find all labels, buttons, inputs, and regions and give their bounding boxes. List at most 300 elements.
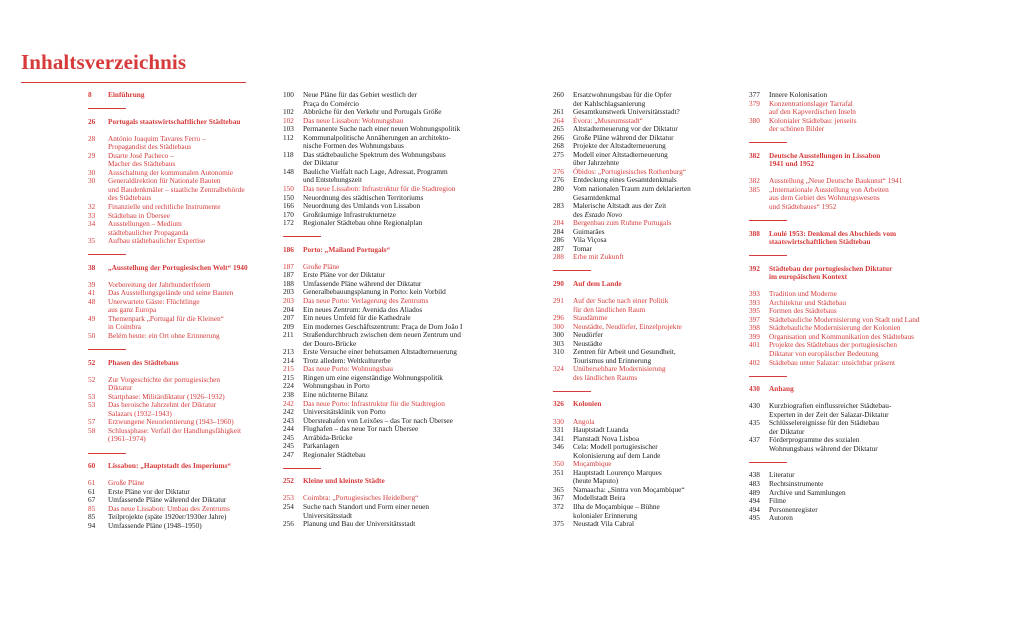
page-number: 150 xyxy=(283,192,294,202)
page-number: 398 xyxy=(749,323,760,333)
entry-title: Neue Pläne für das Gebiet westlich der Praça do Comércio xyxy=(303,90,417,108)
entry-title: Staudämme xyxy=(573,313,608,323)
page-number: 399 xyxy=(749,331,760,341)
entry-title: Zentren für Arbeit und Gesundheit, Tourismus und Erinnerung xyxy=(573,347,676,365)
page-number: 494 xyxy=(749,504,760,514)
entry-title: Phasen des Städtebaus xyxy=(108,357,179,367)
entry-title: Das neue Lissabon: Umbau des Zentrums xyxy=(108,503,230,513)
toc-chapter[interactable] xyxy=(88,462,258,471)
page-number: 401 xyxy=(749,340,760,350)
entry-title: Ersatzwohnungsbau für die Opfer der Kahlschlagsanierung xyxy=(573,90,672,108)
toc-chapter[interactable] xyxy=(88,264,258,273)
toc-entry[interactable] xyxy=(553,91,733,108)
toc-entry[interactable] xyxy=(88,237,258,246)
entry-title: Erbe mit Zukunft xyxy=(573,252,624,262)
page-number: 392 xyxy=(749,263,760,273)
page-number: 283 xyxy=(553,201,564,211)
entry-title: Vom nationalen Traum zum deklarierten Gesamtdenkmal xyxy=(573,184,691,202)
entry-title: Planstadt Nova Lisboa xyxy=(573,433,640,443)
entry-title: Archive und Sammlungen xyxy=(769,487,846,497)
toc-entry[interactable] xyxy=(88,298,258,315)
toc-entry[interactable] xyxy=(749,100,934,117)
entry-title: Große Pläne während der Diktatur xyxy=(573,132,674,142)
toc-column-2 xyxy=(283,91,496,529)
toc-column-4 xyxy=(749,91,934,523)
page-number: 30 xyxy=(88,176,96,186)
toc-entry[interactable] xyxy=(283,331,496,348)
entry-title: Moçambique xyxy=(573,459,612,469)
spacer xyxy=(749,367,934,376)
entry-title: Erzwungene Neuorientierung (1943–1960) xyxy=(108,417,234,427)
entry-title: Städtebau der portugiesischen Diktatur im europäischen Kontext xyxy=(769,263,893,282)
page-number: 103 xyxy=(283,124,294,134)
page-number: 402 xyxy=(749,357,760,367)
toc-entry[interactable] xyxy=(88,135,258,152)
page-number: 215 xyxy=(283,364,294,374)
page-number: 102 xyxy=(283,115,294,125)
spacer xyxy=(749,247,934,256)
page-number: 393 xyxy=(749,297,760,307)
toc-entry[interactable] xyxy=(553,202,733,219)
entry-title: Altstadterneuerung vor der Diktatur xyxy=(573,124,678,134)
entry-title: Kurzbiografien einflussreicher Städtebau- Experten in der Zeit der Salazar-Diktatur xyxy=(769,401,892,419)
page-number: 331 xyxy=(553,425,564,435)
spacer xyxy=(88,246,258,255)
entry-title: Förderprogramme des sozialen Wohnungsbaus während der Diktatur xyxy=(769,435,878,453)
spacer xyxy=(88,444,258,453)
entry-title: Modell einer Altstadterneuerung über Jahrzehnte xyxy=(573,149,668,168)
page-number: 49 xyxy=(88,313,96,323)
page-number: 172 xyxy=(283,218,294,228)
page-number: 118 xyxy=(283,149,294,159)
page-number: 39 xyxy=(88,279,96,289)
entry-title: Unerwartete Gäste: Flüchtlinge aus ganz Europa xyxy=(108,296,200,315)
entry-title: Eine nüchterne Bilanz xyxy=(303,390,368,399)
page-number: 203 xyxy=(283,295,294,305)
page-number: 291 xyxy=(553,295,564,305)
entry-title: Lissabon: „Hauptstadt des Imperiums“ xyxy=(108,461,232,470)
entry-title: Óbidos: „Portugiesisches Rothenburg“ xyxy=(573,166,686,176)
toc-column-3 xyxy=(553,91,733,529)
page-number: 58 xyxy=(88,425,96,435)
page-number: 260 xyxy=(553,90,564,99)
toc-entry[interactable] xyxy=(553,520,733,529)
page-number: 290 xyxy=(553,278,564,288)
toc-entry[interactable] xyxy=(88,522,258,531)
page-number: 112 xyxy=(283,132,294,142)
entry-title: Malerische Altstadt aus der Zeit des Estado Novo xyxy=(573,201,667,219)
toc-entry[interactable] xyxy=(749,341,934,358)
page-number: 100 xyxy=(283,90,294,99)
entry-title: Namaacha: „Sintra von Moçambique“ xyxy=(573,484,685,494)
page-number: 214 xyxy=(283,355,294,365)
toc-entry[interactable] xyxy=(88,401,258,418)
page-number: 265 xyxy=(553,124,564,134)
entry-title: Projekte des Städtebaus der portugiesischen Diktatur von europäischer Bedeutung xyxy=(769,340,898,359)
entry-title: Duarte José Pacheco – Macher des Städtebaus xyxy=(108,150,176,169)
toc-chapter[interactable] xyxy=(283,246,496,255)
page-number: 324 xyxy=(553,364,564,374)
toc-entry[interactable] xyxy=(749,514,934,523)
entry-title: Belém heute: ein Ort ohne Erinnerung xyxy=(108,331,220,341)
toc-entry[interactable] xyxy=(283,134,496,151)
entry-title: Portugals staatswirtschaftlicher Städtebau xyxy=(108,116,241,126)
entry-title: Vila Viçosa xyxy=(573,235,607,245)
page-number: 252 xyxy=(283,476,294,486)
toc-entry[interactable] xyxy=(283,151,496,168)
toc-entry[interactable] xyxy=(553,443,733,460)
entry-title: Literatur xyxy=(769,470,795,480)
page-number: 330 xyxy=(553,416,564,426)
toc-entry[interactable] xyxy=(88,332,258,341)
toc-entry[interactable] xyxy=(283,451,496,460)
page-number: 244 xyxy=(283,424,294,434)
entry-title: Umfassende Pläne während der Diktatur xyxy=(303,278,422,288)
toc-entry[interactable] xyxy=(553,253,733,262)
entry-title: Unübersehbare Modernisierung des ländlichen Raums xyxy=(573,364,666,382)
spacer xyxy=(749,134,934,143)
spacer xyxy=(88,100,258,109)
page-number: 26 xyxy=(88,116,96,126)
page-number: 186 xyxy=(283,244,294,254)
entry-title: Suche nach Standort und Form einer neuen Universitätsstadt xyxy=(303,501,430,520)
page-number: 435 xyxy=(749,418,760,428)
page-number: 385 xyxy=(749,184,760,194)
entry-title: Kolonien xyxy=(573,399,602,409)
page-number: 243 xyxy=(283,415,294,425)
page-number: 284 xyxy=(553,218,564,228)
page-number: 204 xyxy=(283,304,294,314)
toc-entry[interactable] xyxy=(283,91,496,108)
page-number: 264 xyxy=(553,115,564,125)
entry-title: Kommunalpolitische Annäherungen an architekto- nische Formen des Wohnungsbaus xyxy=(303,132,451,151)
entry-title: Trotz alledem: Weltkulturerbe xyxy=(303,355,391,365)
page-number: 365 xyxy=(553,484,564,494)
entry-title: Ein neues Zentrum: Avenida dos Aliados xyxy=(303,304,423,314)
entry-title: Erste Pläne vor der Diktatur xyxy=(303,270,385,280)
page-number: 28 xyxy=(88,133,96,143)
page-number: 382 xyxy=(749,150,760,160)
toc-chapter[interactable] xyxy=(553,280,733,289)
entry-title: Abbrüche für den Verkehr und Portugals Größe xyxy=(303,107,442,117)
entry-title: Das heroische Jahrzehnt der Diktatur Salazars (1932–1943) xyxy=(108,400,217,418)
toc-chapter[interactable] xyxy=(88,118,258,127)
entry-title: Ilha de Moçambique – Bühne kolonialer Erinnerung xyxy=(573,501,660,520)
entry-title: Finanzielle und rechtliche Instrumente xyxy=(108,201,221,211)
page-number: 207 xyxy=(283,313,294,323)
page-number: 284 xyxy=(553,226,564,236)
page-number: 430 xyxy=(749,384,760,394)
toc-entry[interactable] xyxy=(749,359,934,368)
entry-title: Das Ausstellungsgelände und seine Bauten xyxy=(108,288,234,298)
page-number: 287 xyxy=(553,243,564,253)
toc-entry[interactable] xyxy=(283,503,496,520)
entry-title: Formen des Städtebaus xyxy=(769,306,837,316)
page-number: 102 xyxy=(283,107,294,117)
page-number: 393 xyxy=(749,289,760,299)
page-number: 256 xyxy=(283,519,294,529)
page-number: 215 xyxy=(283,372,294,382)
page-number: 52 xyxy=(88,374,96,384)
entry-title: Tradition und Moderne xyxy=(769,289,837,299)
page-number: 254 xyxy=(283,501,294,511)
page-number: 438 xyxy=(749,470,760,480)
entry-title: Cela: Modell portugiesischer Kolonisierung auf dem Lande xyxy=(573,442,661,460)
toc-entry[interactable] xyxy=(553,185,733,202)
page-number: 188 xyxy=(283,278,294,288)
page-number: 245 xyxy=(283,441,294,451)
toc-column-1 xyxy=(88,91,258,530)
page-number: 38 xyxy=(88,262,96,272)
toc-entry[interactable] xyxy=(749,436,934,453)
toc-entry[interactable] xyxy=(88,427,258,444)
entry-title: Universitätsklinik von Porto xyxy=(303,407,386,417)
entry-title: Das städtebauliche Spektrum des Wohnungsbaus der Diktatur xyxy=(303,149,446,168)
page-number: 382 xyxy=(749,176,760,186)
entry-title: Neuordnung des Umlands von Lissabon xyxy=(303,201,421,211)
page-number: 94 xyxy=(88,520,96,530)
toc-entry[interactable] xyxy=(749,419,934,436)
page-number: 280 xyxy=(553,184,564,194)
page-number: 166 xyxy=(283,201,294,211)
page-number: 379 xyxy=(749,98,760,108)
page-number: 341 xyxy=(553,433,564,443)
entry-title: Innere Kolonisation xyxy=(769,90,828,99)
entry-title: Das neue Porto: Infrastruktur für die Stadtregion xyxy=(303,398,445,408)
page-number: 8 xyxy=(88,90,92,99)
toc-entry[interactable] xyxy=(553,365,733,382)
page-number: 395 xyxy=(749,306,760,316)
spacer xyxy=(88,341,258,350)
page-number: 53 xyxy=(88,400,96,410)
toc-entry[interactable] xyxy=(283,219,496,228)
page-number: 30 xyxy=(88,167,96,177)
toc-entry[interactable] xyxy=(553,469,733,486)
page-number: 275 xyxy=(553,149,564,159)
page-number: 310 xyxy=(553,347,564,357)
page-number: 209 xyxy=(283,321,294,331)
page-number: 377 xyxy=(749,90,760,99)
entry-title: Coimbra: „Portugiesisches Heidelberg“ xyxy=(303,493,419,503)
page-number: 61 xyxy=(88,486,96,496)
entry-title: Generaldirektion für Nationale Bauten und Baudenkmäler – staatliche Zentralbehörde des Städtebaus xyxy=(108,176,245,203)
page-number: 41 xyxy=(88,288,96,298)
page-number: 245 xyxy=(283,432,294,442)
toc-chapter[interactable] xyxy=(553,400,733,409)
entry-title: Projekte der Altstadterneuerung xyxy=(573,141,666,151)
page-number: 268 xyxy=(553,141,564,151)
page-number: 397 xyxy=(749,314,760,324)
page-number: 187 xyxy=(283,270,294,280)
page-number: 303 xyxy=(553,338,564,348)
spacer xyxy=(283,228,496,237)
entry-title: Das neue Porto: Verlagerung des Zentrums xyxy=(303,295,429,305)
page-number: 326 xyxy=(553,399,564,409)
page-number: 211 xyxy=(283,330,294,340)
toc-chapter[interactable] xyxy=(749,265,934,282)
page-number: 375 xyxy=(553,519,564,529)
toc-entry[interactable] xyxy=(553,503,733,520)
entry-title: Neudörfer xyxy=(573,330,603,340)
toc-entry[interactable] xyxy=(283,168,496,185)
page-number: 238 xyxy=(283,390,294,399)
toc-entry[interactable] xyxy=(749,186,934,212)
toc-entry[interactable] xyxy=(88,376,258,393)
page-number: 187 xyxy=(283,261,294,271)
entry-title: Hauptstadt Luanda xyxy=(573,425,629,435)
entry-title: Tomar xyxy=(573,243,592,253)
page-number: 67 xyxy=(88,495,96,505)
toc-entry[interactable] xyxy=(553,348,733,365)
page-number: 53 xyxy=(88,391,96,401)
page-number: 296 xyxy=(553,313,564,323)
page-number: 48 xyxy=(88,296,96,306)
entry-title: Bauliche Vielfalt nach Lage, Adressat, Programm und Entstehungszeit xyxy=(303,166,448,185)
page-number: 266 xyxy=(553,132,564,142)
page-number: 300 xyxy=(553,321,564,331)
toc-entry[interactable] xyxy=(553,297,733,314)
entry-title: Kleine und kleinste Städte xyxy=(303,476,385,486)
spacer xyxy=(553,382,733,391)
entry-title: Angola xyxy=(573,416,595,426)
entry-title: Deutsche Ausstellungen in Lissabon 1941 und 1952 xyxy=(769,150,881,169)
page-number: 33 xyxy=(88,210,96,220)
page-number: 242 xyxy=(283,398,294,408)
entry-title: Das neue Lissabon: Wohnungsbau xyxy=(303,115,404,125)
page-number: 85 xyxy=(88,503,96,513)
entry-title: Ausschaltung der kommunalen Autonomie xyxy=(108,167,234,177)
page-number: 224 xyxy=(283,381,294,391)
entry-title: Guimarães xyxy=(573,226,605,236)
entry-title: Architektur und Städtebau xyxy=(769,297,847,307)
page-number: 150 xyxy=(283,184,294,194)
page-number: 495 xyxy=(749,513,760,523)
toc-chapter[interactable] xyxy=(749,385,934,394)
toc-entry[interactable] xyxy=(88,220,258,237)
page-number: 346 xyxy=(553,442,564,452)
entry-title: Entdeckung eines Gesamtdenkmals xyxy=(573,175,677,185)
entry-title: Das neue Lissabon: Infrastruktur für die Stadtregion xyxy=(303,184,456,194)
page-number: 35 xyxy=(88,236,96,246)
entry-title: Städtebau in Übersee xyxy=(108,210,171,220)
entry-title: Ein neues Umfeld für die Kathedrale xyxy=(303,313,411,323)
title-rule xyxy=(21,82,246,83)
entry-title: Personenregister xyxy=(769,504,818,514)
entry-title: Erste Pläne vor der Diktatur xyxy=(108,486,190,496)
entry-title: Aufbau städtebaulicher Expertise xyxy=(108,236,206,246)
entry-title: Neustadt Vila Cabral xyxy=(573,519,635,529)
entry-title: Konzentrationslager Tarrafal auf den Kapverdischen Inseln xyxy=(769,98,856,117)
entry-title: Einführung xyxy=(108,90,145,99)
entry-title: Umfassende Pläne während der Diktatur xyxy=(108,495,227,505)
page-number: 253 xyxy=(283,493,294,503)
entry-title: Erste Versuche einer behutsamen Altstadterneuerung xyxy=(303,347,457,357)
entry-title: Startphase: Militärdiktatur (1926–1932) xyxy=(108,391,225,401)
spacer xyxy=(749,212,934,221)
entry-title: Große Pläne xyxy=(303,261,340,271)
page-number: 34 xyxy=(88,219,96,229)
entry-title: Neustädte, Neudörfer, Einzelprojekte xyxy=(573,321,682,331)
toc-chapter[interactable] xyxy=(88,359,258,368)
entry-title: Porto: „Mailand Portugals“ xyxy=(303,244,391,254)
toc-entry[interactable] xyxy=(88,152,258,169)
entry-title: Rechtsinstrumente xyxy=(769,479,824,488)
page-number: 61 xyxy=(88,478,96,488)
page-number: 203 xyxy=(283,287,294,297)
toc-chapter[interactable] xyxy=(88,91,258,100)
entry-title: Regionaler Städtebau ohne Regionalplan xyxy=(303,218,423,228)
toc-entry[interactable] xyxy=(553,151,733,168)
entry-title: Teilprojekte (späte 1920er/1930er Jahre) xyxy=(108,512,227,522)
page-number: 380 xyxy=(749,115,760,125)
entry-title: Autoren xyxy=(769,513,793,523)
entry-title: „Internationale Ausstellung von Arbeiten aus dem Gebiet des Wohnungswesens und Städtebaues“ 1952 xyxy=(769,184,889,211)
toc-entry[interactable] xyxy=(749,402,934,419)
toc-entry[interactable] xyxy=(88,315,258,332)
entry-title: Großräumige Infrastrukturnetze xyxy=(303,209,396,219)
entry-title: Wohnungsbau in Porto xyxy=(303,381,370,391)
entry-title: Neustädte xyxy=(573,338,603,348)
toc-chapter[interactable] xyxy=(749,230,934,247)
toc-chapter[interactable] xyxy=(749,152,934,169)
page-number: 288 xyxy=(553,252,564,262)
page-number: 430 xyxy=(749,401,760,411)
page-number: 52 xyxy=(88,357,96,367)
entry-title: Straßendurchbruch zwischen dem neuen Zentrum und der Douro-Brücke xyxy=(303,330,461,348)
page-number: 29 xyxy=(88,150,96,160)
entry-title: Modellstadt Beira xyxy=(573,493,626,503)
toc-entry[interactable] xyxy=(749,117,934,134)
page-number: 213 xyxy=(283,347,294,357)
entry-title: Flughafen – das neue Tor nach Übersee xyxy=(303,424,419,434)
entry-title: Städtebau unter Salazar: unsichtbar präsent xyxy=(769,357,896,367)
entry-title: Kolonialer Städtebau: jenseits der schönen Bilder xyxy=(769,115,857,134)
entry-title: Ausstellungen – Medium städtebaulicher Propaganda xyxy=(108,219,189,237)
toc-entry[interactable] xyxy=(283,520,496,529)
entry-title: Gesamtkunstwerk Universitätsstadt? xyxy=(573,107,680,117)
entry-title: Schlüsselereignisse für den Städtebau der Diktatur xyxy=(769,418,880,436)
page-number: 494 xyxy=(749,496,760,506)
page-number: 276 xyxy=(553,175,564,185)
toc-entry[interactable] xyxy=(88,177,258,203)
entry-title: Städtebauliche Modernisierung der Kolonien xyxy=(769,323,901,333)
page-number: 261 xyxy=(553,107,564,117)
page-number: 247 xyxy=(283,449,294,459)
entry-title: Ringen um eine eigenständige Wohnungspolitik xyxy=(303,372,443,382)
spacer xyxy=(553,262,733,271)
entry-title: Vorbereitung der Jahrhundertfeiern xyxy=(108,279,211,289)
entry-title: Auf der Suche nach einer Politik für den ländlichen Raum xyxy=(573,295,669,314)
entry-title: Bergenbau zum Ruhme Portugals xyxy=(573,218,672,228)
entry-title: Neuordnung des städtischen Territoriums xyxy=(303,192,424,202)
entry-title: Loulé 1953: Denkmal des Abschieds vom staatswirtschaftlichen Städtebau xyxy=(769,228,897,247)
page-number: 351 xyxy=(553,467,564,477)
page-number: 148 xyxy=(283,166,294,176)
page-number: 286 xyxy=(553,235,564,245)
page-number: 367 xyxy=(553,493,564,503)
toc-chapter[interactable] xyxy=(283,477,496,486)
entry-title: Anhang xyxy=(769,384,794,394)
page-title: Inhaltsverzeichnis xyxy=(21,50,187,74)
page-number: 60 xyxy=(88,461,96,470)
page-number: 437 xyxy=(749,435,760,445)
page-number: 32 xyxy=(88,201,96,211)
page-number: 300 xyxy=(553,330,564,340)
entry-title: Ausstellung „Neue Deutsche Baukunst“ 1941 xyxy=(769,176,903,186)
page-number: 50 xyxy=(88,331,96,341)
page-number: 483 xyxy=(749,479,760,488)
page-number: 350 xyxy=(553,459,564,469)
